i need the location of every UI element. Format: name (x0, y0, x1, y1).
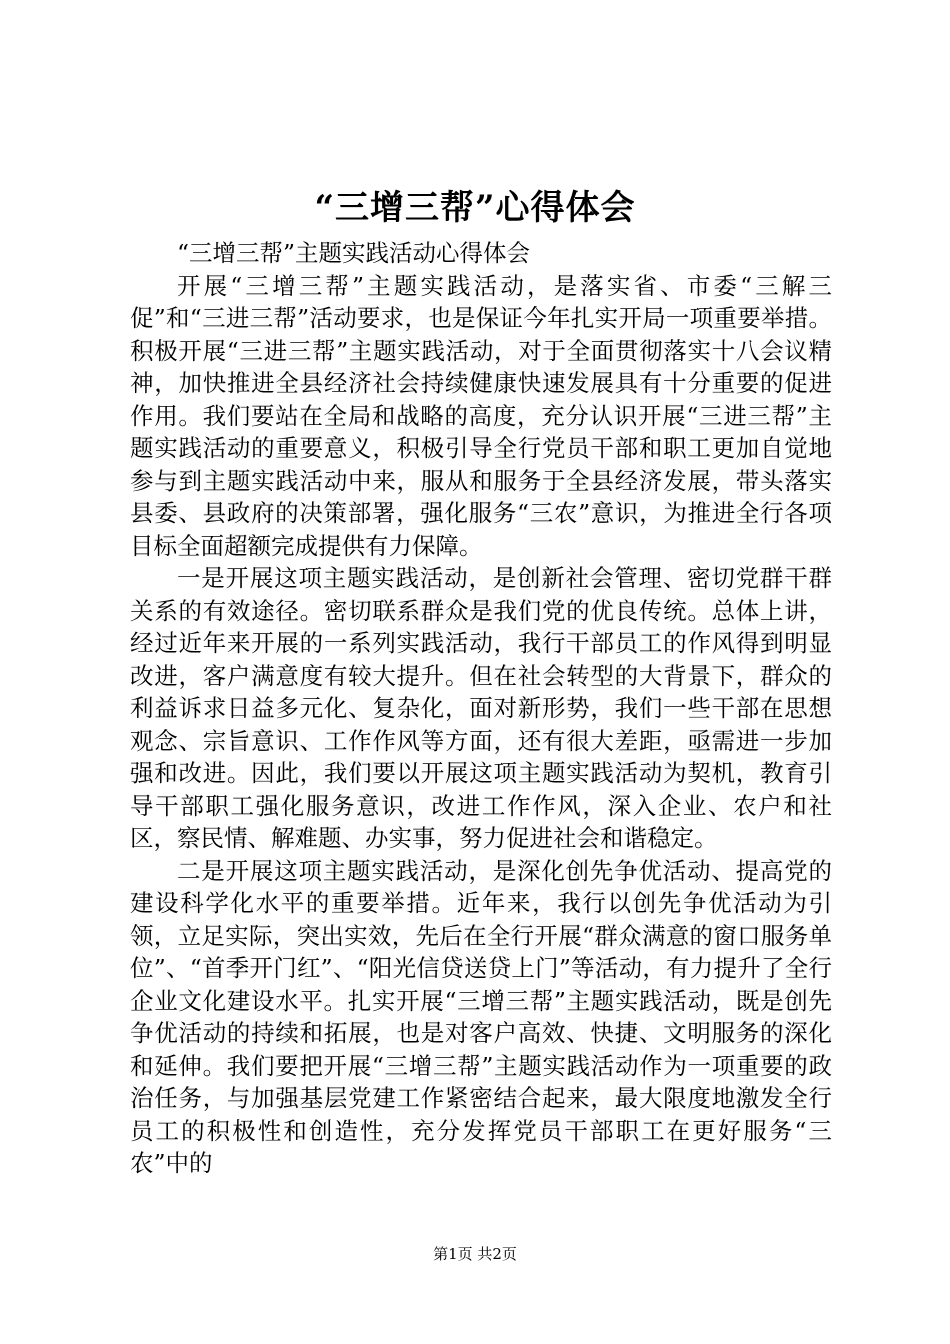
document-body (130, 237, 832, 1180)
document-subtitle: “三增三帮”主题实践活动心得体会 (177, 239, 531, 267)
paragraph-1: 开展“三增三帮”主题实践活动，是落实省、市委“三解三促”和“三进三帮”活动要求，也是保证今年扎实开局一项重要举措。积极开展“三进三帮”主题实践活动，对于全面贯彻落实十八会议精神，加快推进全县经济社会持续健康快速发展具有十分重要的促进作用。我们要站在全局和战略的高度，充分认识开展“三进三帮”主题实践活动的重要意义，积极引导全行党员干部和职工更加自觉地参与到主题实践活动中来，服从和服务于全县经济发展，带头落实县委、县政府的决策部署，强化服务“三农”意识，为推进全行各项目标全面超额完成提供有力保障。 (130, 271, 832, 560)
document-title: “三增三帮”心得体会 (314, 188, 636, 228)
page-number-footer: 第1页 共2页 (433, 1245, 517, 1263)
paragraph-2: 一是开展这项主题实践活动，是创新社会管理、密切党群干群关系的有效途径。密切联系群众是我们党的优良传统。总体上讲，经过近年来开展的一系列实践活动，我行干部员工的作风得到明显改进，客户满意度有较大提升。但在社会转型的大背景下，群众的利益诉求日益多元化、复杂化，面对新形势，我们一些干部在思想观念、宗旨意识、工作作风等方面，还有很大差距，亟需进一步加强和改进。因此，我们要以开展这项主题实践活动为契机，教育引导干部职工强化服务意识，改进工作作风，深入企业、农户和社区，察民情、解难题、办实事，努力促进社会和谐稳定。 (130, 564, 832, 852)
paragraph-3: 二是开展这项主题实践活动，是深化创先争优活动、提高党的建设科学化水平的重要举措。近年来，我行以创先争优活动为引领，立足实际，突出实效，先后在全行开展“群众满意的窗口服务单位”、“首季开门红”、“阳光信贷送贷上门”等活动，有力提升了全行企业文化建设水平。扎实开展“三增三帮”主题实践活动，既是创先争优活动的持续和拓展，也是对客户高效、快捷、文明服务的深化和延伸。我们要把开展“三增三帮”主题实践活动作为一项重要的政治任务，与加强基层党建工作紧密结合起来，最大限度地激发全行员工的积极性和创造性，充分发挥党员干部职工在更好服务“三农”中的 (130, 856, 832, 1177)
